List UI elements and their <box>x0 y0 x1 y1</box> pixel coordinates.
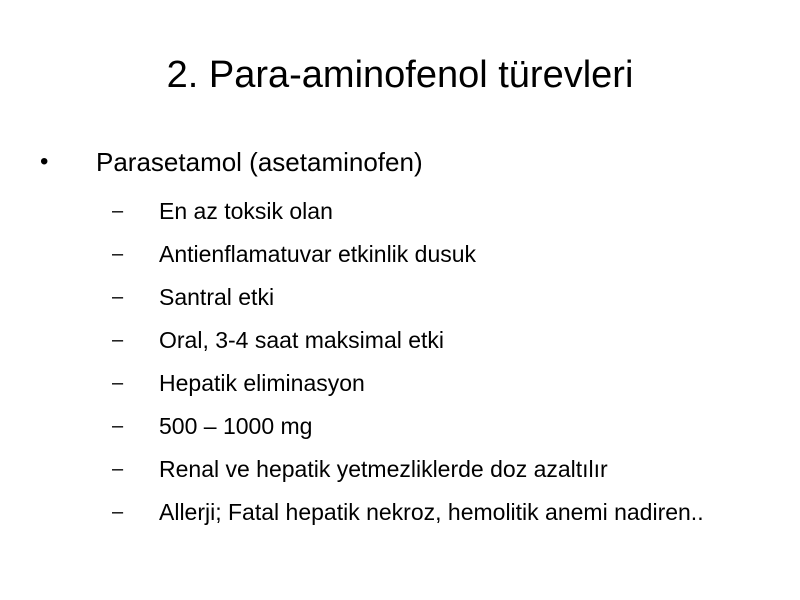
dash-icon: – <box>112 243 124 265</box>
sub-bullet-text: Renal ve hepatik yetmezliklerde doz azaltılır <box>159 456 608 482</box>
sub-bullet-item <box>112 322 732 358</box>
dash-icon: – <box>112 372 124 394</box>
bullet-icon: • <box>40 148 49 175</box>
sub-bullet-text: Antienflamatuvar etkinlik dusuk <box>159 241 477 267</box>
sub-bullet-item <box>112 365 732 401</box>
main-bullet-item <box>40 142 740 182</box>
dash-icon: – <box>112 415 124 437</box>
sub-bullet-text: Allerji; Fatal hepatik nekroz, hemolitik anemi nadiren.. <box>159 499 704 525</box>
sub-bullet-item <box>112 193 732 229</box>
sub-bullet-text: Oral, 3-4 saat maksimal etki <box>159 327 445 353</box>
sub-bullet-text: En az toksik olan <box>159 198 333 224</box>
dash-icon: – <box>112 458 124 480</box>
sub-bullet-item <box>112 236 732 272</box>
sub-bullet-text: Hepatik eliminasyon <box>159 370 365 396</box>
sub-bullet-item <box>112 408 732 444</box>
sub-bullet-item <box>112 451 732 487</box>
sub-bullet-text: 500 – 1000 mg <box>159 413 313 439</box>
dash-icon: – <box>112 329 124 351</box>
sub-bullet-item <box>112 279 732 315</box>
dash-icon: – <box>112 286 124 308</box>
sub-bullet-text: Santral etki <box>159 284 275 310</box>
slide-title: 2. Para-aminofenol türevleri <box>166 54 634 96</box>
main-bullet-text: Parasetamol (asetaminofen) <box>96 147 423 177</box>
sub-bullet-list <box>112 193 732 537</box>
dash-icon: – <box>112 501 124 523</box>
dash-icon: – <box>112 200 124 222</box>
sub-bullet-item <box>112 494 732 530</box>
